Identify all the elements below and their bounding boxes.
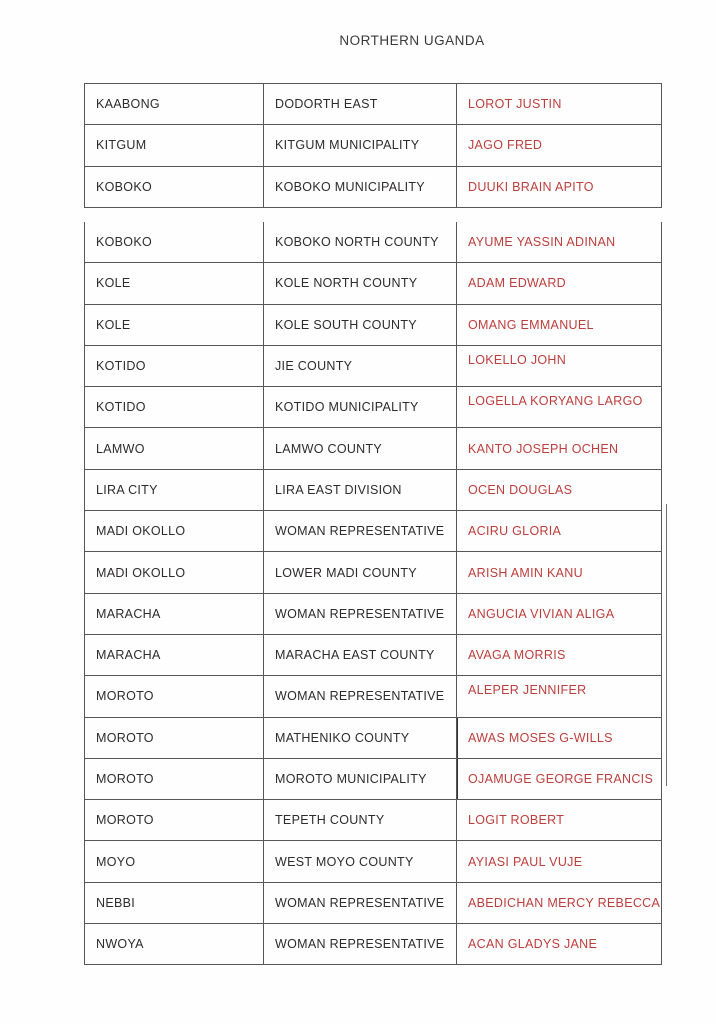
district-cell: MOROTO [85, 800, 264, 840]
district-cell: MARACHA [85, 594, 264, 634]
candidate-name-cell: ACAN GLADYS JANE [468, 937, 598, 952]
constituency-cell: KOTIDO MUNICIPALITY [264, 387, 457, 427]
candidate-name-cell: LOROT JUSTIN [468, 97, 562, 112]
district-cell: KOTIDO [85, 346, 264, 386]
table-row [85, 427, 661, 468]
constituency-cell: JIE COUNTY [264, 346, 457, 386]
candidate-name-cell: ABEDICHAN MERCY REBECCA [468, 895, 661, 910]
table-row [85, 84, 661, 124]
district-cell: KOBOKO [85, 222, 264, 262]
candidate-name-cell: DUUKI BRAIN APITO [468, 179, 594, 194]
district-cell: MARACHA [85, 635, 264, 675]
district-cell: KOBOKO [85, 167, 264, 207]
constituency-cell: LIRA EAST DIVISION [264, 470, 457, 510]
constituency-cell: WOMAN REPRESENTATIVE [264, 883, 457, 923]
constituency-cell: KITGUM MUNICIPALITY [264, 125, 457, 165]
table-row [85, 593, 661, 634]
constituency-cell: TEPETH COUNTY [264, 800, 457, 840]
page-title: NORTHERN UGANDA [339, 33, 485, 48]
table-row [85, 124, 661, 165]
constituency-cell: WOMAN REPRESENTATIVE [264, 511, 457, 551]
candidate-name-cell: ANGUCIA VIVIAN ALIGA [468, 606, 615, 621]
constituency-cell: LAMWO COUNTY [264, 428, 457, 468]
candidate-name-cell: ADAM EDWARD [468, 276, 566, 291]
district-cell: MOROTO [85, 759, 264, 799]
constituency-cell: DODORTH EAST [264, 84, 457, 124]
district-cell: LIRA CITY [85, 470, 264, 510]
candidate-name-cell: OJAMUGE GEORGE FRANCIS [457, 759, 661, 799]
district-cell: LAMWO [85, 428, 264, 468]
table-row [85, 469, 661, 510]
candidate-name-cell: OCEN DOUGLAS [468, 482, 573, 497]
table-row [85, 717, 661, 758]
district-cell: KOLE [85, 305, 264, 345]
constituency-cell: KOBOKO NORTH COUNTY [264, 222, 457, 262]
region-table-top [84, 83, 662, 208]
constituency-cell: WOMAN REPRESENTATIVE [264, 594, 457, 634]
constituency-cell: MARACHA EAST COUNTY [264, 635, 457, 675]
constituency-cell: WOMAN REPRESENTATIVE [264, 676, 457, 716]
table-row [85, 923, 661, 964]
candidate-name-cell: AYUME YASSIN ADINAN [468, 235, 616, 250]
district-cell: NEBBI [85, 883, 264, 923]
constituency-cell: WOMAN REPRESENTATIVE [264, 924, 457, 964]
candidate-name-cell: OMANG EMMANUEL [468, 317, 594, 332]
district-cell: NWOYA [85, 924, 264, 964]
candidate-name-cell: ARISH AMIN KANU [468, 565, 583, 580]
constituency-cell: MATHENIKO COUNTY [264, 718, 457, 758]
table-row [85, 510, 661, 551]
candidate-name-cell: LOGELLA KORYANG LARGO [468, 393, 643, 408]
candidate-name-cell: LOKELLO JOHN [468, 352, 567, 367]
candidate-name-cell: ACIRU GLORIA [468, 524, 562, 539]
district-cell: KITGUM [85, 125, 264, 165]
district-cell: MOROTO [85, 718, 264, 758]
vertical-rule [666, 504, 667, 786]
candidate-name-cell: AWAS MOSES G-WILLS [457, 718, 661, 758]
candidate-name-cell: LOGIT ROBERT [468, 813, 565, 828]
constituency-cell: KOLE SOUTH COUNTY [264, 305, 457, 345]
district-cell: MADI OKOLLO [85, 552, 264, 592]
table-row [85, 799, 661, 840]
constituency-cell: KOBOKO MUNICIPALITY [264, 167, 457, 207]
candidate-name-cell: KANTO JOSEPH OCHEN [468, 441, 619, 456]
table-row [85, 304, 661, 345]
table-row [85, 262, 661, 303]
table-row [85, 166, 661, 207]
constituency-cell: MOROTO MUNICIPALITY [264, 759, 457, 799]
district-cell: KAABONG [85, 84, 264, 124]
table-row [85, 882, 661, 923]
district-cell: KOLE [85, 263, 264, 303]
candidate-name-cell: AYIASI PAUL VUJE [468, 854, 583, 869]
district-cell: MOROTO [85, 676, 264, 716]
candidate-name-cell: ALEPER JENNIFER [468, 682, 587, 697]
table-row [85, 758, 661, 799]
district-cell: MOYO [85, 841, 264, 881]
constituency-cell: LOWER MADI COUNTY [264, 552, 457, 592]
table-row [85, 386, 661, 427]
region-table-main [84, 222, 662, 965]
candidate-name-cell: AVAGA MORRIS [468, 648, 566, 663]
table-row [85, 222, 661, 262]
district-cell: KOTIDO [85, 387, 264, 427]
district-cell: MADI OKOLLO [85, 511, 264, 551]
constituency-cell: KOLE NORTH COUNTY [264, 263, 457, 303]
table-row [85, 675, 661, 716]
table-row [85, 551, 661, 592]
constituency-cell: WEST MOYO COUNTY [264, 841, 457, 881]
table-row [85, 634, 661, 675]
table-row [85, 840, 661, 881]
candidate-name-cell: JAGO FRED [468, 138, 543, 153]
table-row [85, 345, 661, 386]
